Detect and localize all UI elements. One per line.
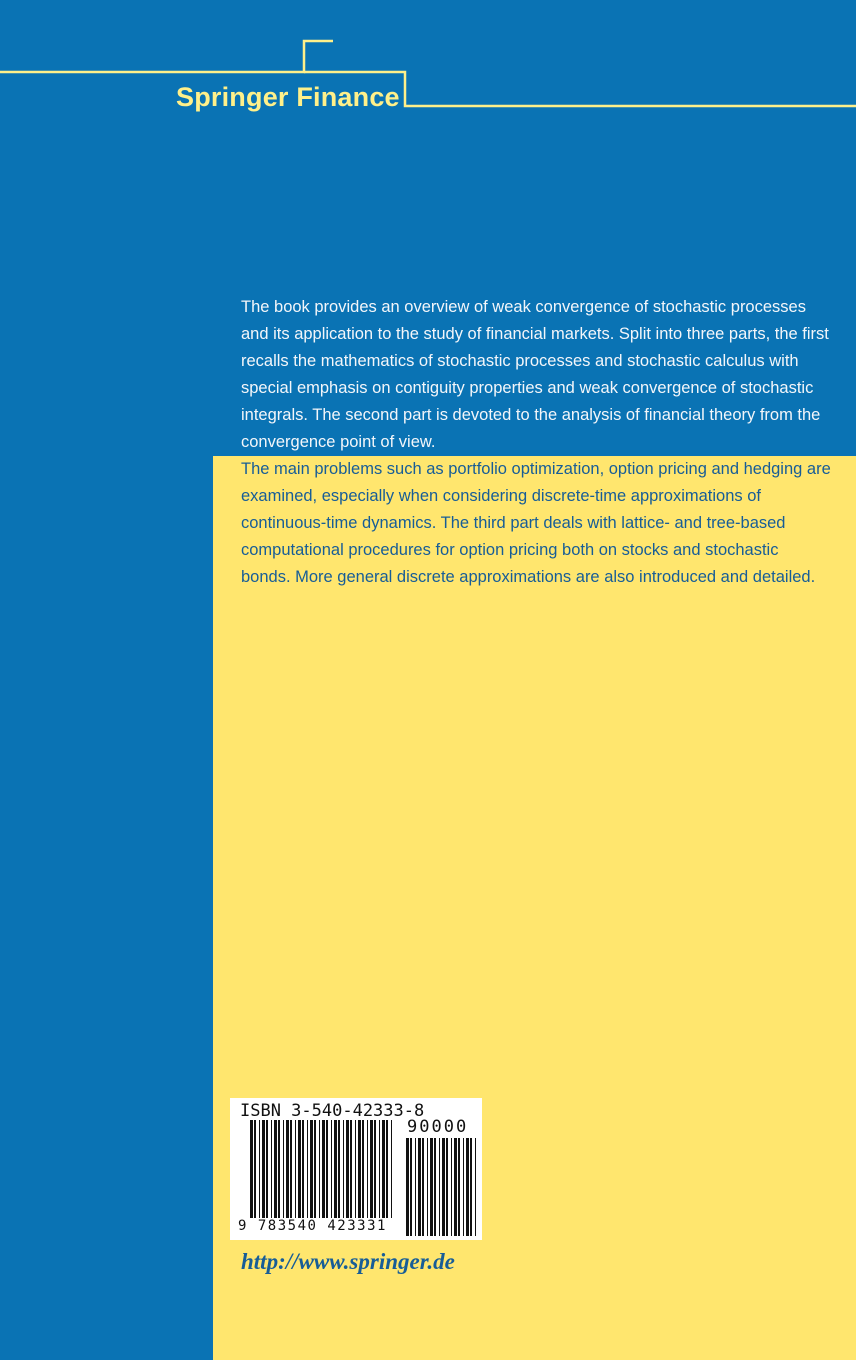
addon-bar-3 <box>418 1138 421 1236</box>
ean-bar-9 <box>286 1120 289 1218</box>
ean-bar-12 <box>298 1120 301 1218</box>
ean-bar-17 <box>319 1120 320 1218</box>
ean-bar-0 <box>250 1120 253 1218</box>
addon-bar-1 <box>410 1138 412 1236</box>
ean-bar-31 <box>374 1120 376 1218</box>
ean-bar-20 <box>331 1120 332 1218</box>
publisher-website: http://www.springer.de <box>241 1249 455 1274</box>
ean-bar-29 <box>367 1120 368 1218</box>
barcode-addon-digits: 90000 <box>407 1117 469 1137</box>
ean-bar-10 <box>290 1120 292 1218</box>
ean-bar-23 <box>343 1120 344 1218</box>
description-paragraph-1: The book provides an overview of weak convergence of stochastic processes and its application to the study of financial markets. Split into three parts, the first recalls the mathematics of stochastic processes and stochastic calculus with special emphasis on contiguity properties and weak convergence of stochastic integrals. The second part is devoted to the analysis of financial theory from the convergence point of view. <box>241 298 829 451</box>
isbn-number: ISBN 3-540-42333-8 <box>240 1101 425 1121</box>
isbn-barcode <box>230 1098 482 1240</box>
addon-bar-14 <box>463 1138 464 1236</box>
addon-bar-11 <box>451 1138 452 1236</box>
ean-bar-18 <box>322 1120 325 1218</box>
addon-bar-7 <box>434 1138 436 1236</box>
ean-bar-19 <box>326 1120 328 1218</box>
ean-bar-24 <box>346 1120 349 1218</box>
ean-bar-2 <box>259 1120 260 1218</box>
barcode-ean-digits: 9 783540 423331 <box>238 1218 387 1234</box>
ean-bar-6 <box>274 1120 277 1218</box>
ean-bar-26 <box>355 1120 356 1218</box>
addon-bar-4 <box>422 1138 424 1236</box>
addon-bar-2 <box>415 1138 416 1236</box>
ean-bar-1 <box>254 1120 256 1218</box>
addon-bar-9 <box>442 1138 445 1236</box>
addon-bar-10 <box>446 1138 448 1236</box>
ean-bar-30 <box>370 1120 373 1218</box>
ean-bar-28 <box>362 1120 364 1218</box>
ean-bar-27 <box>358 1120 361 1218</box>
addon-bar-6 <box>430 1138 433 1236</box>
ean-bar-34 <box>386 1120 388 1218</box>
ean-bar-15 <box>310 1120 313 1218</box>
ean-bar-3 <box>262 1120 265 1218</box>
ean-bar-13 <box>302 1120 304 1218</box>
addon-bar-13 <box>458 1138 460 1236</box>
addon-bar-16 <box>470 1138 472 1236</box>
ean-bar-25 <box>350 1120 352 1218</box>
addon-bar-12 <box>454 1138 457 1236</box>
description-paragraph-2: The main problems such as portfolio optimization, option pricing and hedging are examined, especially when considering discrete-time approximations of continuous-time dynamics. The third part deals with lattice- and tree-based computational procedures for option pricing both on stocks and stochastic bonds. More general discrete approximations are also introduced and detailed. <box>241 460 831 586</box>
addon-bar-0 <box>406 1138 409 1236</box>
addon-bar-15 <box>466 1138 469 1236</box>
ean-bar-14 <box>307 1120 308 1218</box>
ean-bar-7 <box>278 1120 280 1218</box>
addon-bar-17 <box>475 1138 476 1236</box>
addon-bar-8 <box>439 1138 440 1236</box>
ean-bar-4 <box>266 1120 268 1218</box>
addon-bar-5 <box>427 1138 428 1236</box>
series-frame-lines <box>0 0 856 120</box>
ean-bar-8 <box>283 1120 284 1218</box>
ean-bar-32 <box>379 1120 380 1218</box>
ean-bar-21 <box>334 1120 337 1218</box>
series-title: Springer Finance <box>176 82 400 112</box>
ean-bar-35 <box>391 1120 392 1218</box>
ean-bar-22 <box>338 1120 340 1218</box>
ean-bar-33 <box>382 1120 385 1218</box>
ean-bar-16 <box>314 1120 316 1218</box>
ean-bar-11 <box>295 1120 296 1218</box>
ean-bar-5 <box>271 1120 272 1218</box>
